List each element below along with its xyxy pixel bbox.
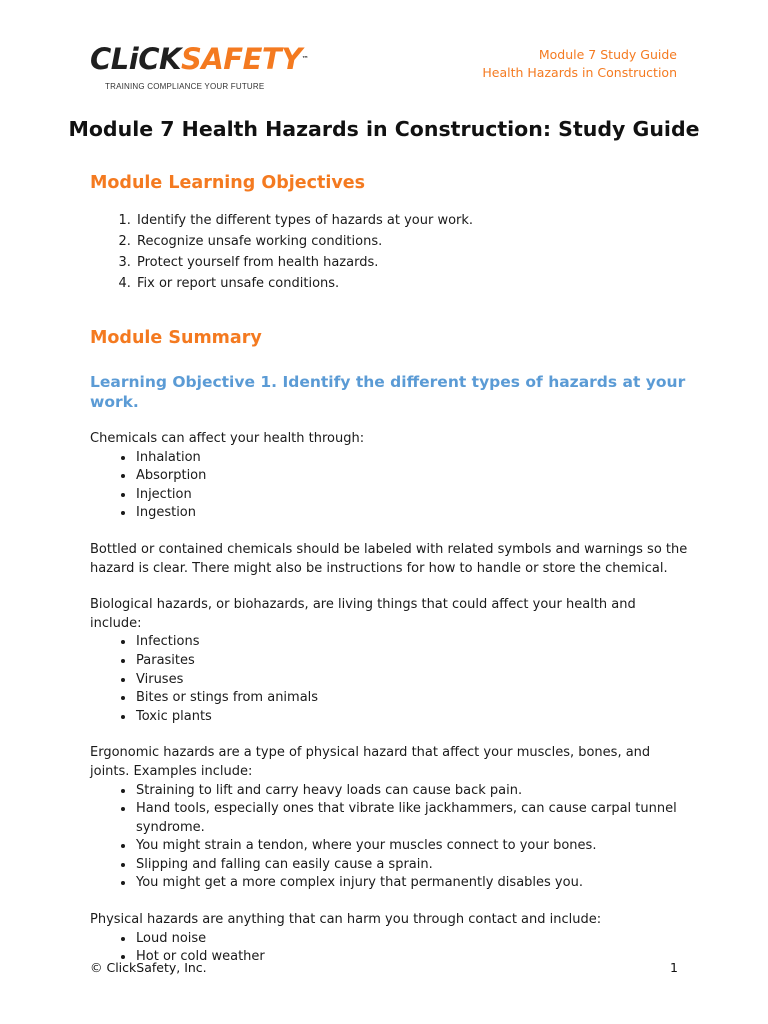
footer-copyright: © ClickSafety, Inc. xyxy=(90,960,207,975)
list-item: • Infections xyxy=(135,633,690,652)
list-item: • Straining to lift and carry heavy loads can cause back pain. xyxy=(135,782,690,801)
chemicals-intro: Chemicals can affect your health through: xyxy=(90,431,365,446)
list-item: • Viruses xyxy=(135,671,690,690)
objectives-heading: Module Learning Objectives xyxy=(90,173,366,193)
list-item: • You might strain a tendon, where your muscles connect to your bones. xyxy=(135,837,690,856)
chemicals-list xyxy=(90,449,690,523)
list-item: • Bites or stings from animals xyxy=(135,689,690,708)
objective1-heading: Learning Objective 1. Identify the different types of hazards at your work. xyxy=(90,373,686,411)
header-module-info xyxy=(482,46,677,82)
logo-safety-text: SAFETY xyxy=(180,42,302,76)
objective-item: 4. Fix or report unsafe conditions. xyxy=(135,273,690,294)
list-item: • You might get a more complex injury that permanently disables you. xyxy=(135,874,690,893)
list-item: • Parasites xyxy=(135,652,690,671)
bio-intro: Biological hazards, or biohazards, are living things that could affect your health and include: xyxy=(90,597,636,631)
objective-item: 1. Identify the different types of hazards at your work. xyxy=(135,210,690,231)
summary-heading: Module Summary xyxy=(90,328,262,348)
header-module-topic: Health Hazards in Construction xyxy=(482,65,677,80)
list-item: • Loud noise xyxy=(135,930,690,949)
objective-item: 2. Recognize unsafe working conditions. xyxy=(135,231,690,252)
list-item: • Hot or cold weather xyxy=(135,948,690,967)
clicksafety-logo xyxy=(90,42,309,94)
objectives-list xyxy=(90,210,690,294)
list-item: • Absorption xyxy=(135,467,690,486)
list-item: • Slipping and falling can easily cause a sprain. xyxy=(135,856,690,875)
objective-item: 3. Protect yourself from health hazards. xyxy=(135,252,690,273)
list-item: • Toxic plants xyxy=(135,708,690,727)
document-body xyxy=(90,172,690,967)
bottled-paragraph: Bottled or contained chemicals should be labeled with related symbols and warnings so the hazard is clear. There might also be instructions for how to handle or store the chemical. xyxy=(90,541,688,576)
logo-tagline: TRAINING COMPLIANCE YOUR FUTURE xyxy=(105,82,265,91)
physical-intro: Physical hazards are anything that can harm you through contact and include: xyxy=(90,912,602,928)
list-item: • Hand tools, especially ones that vibrate like jackhammers, can cause carpal tunnel syndrome. xyxy=(135,800,690,837)
list-item: • Ingestion xyxy=(135,504,690,523)
logo-wordmark xyxy=(90,42,309,76)
ergo-list xyxy=(90,782,690,894)
page-title: Module 7 Health Hazards in Construction: Study Guide xyxy=(68,117,700,141)
list-item: • Inhalation xyxy=(135,449,690,468)
ergo-intro: Ergonomic hazards are a type of physical hazard that affect your muscles, bones, and joints. Examples include: xyxy=(90,745,651,779)
bio-list xyxy=(90,633,690,726)
header-module-label: Module 7 Study Guide xyxy=(538,47,677,62)
page-number: 1 xyxy=(670,960,678,975)
logo-click-text: CLiCK xyxy=(90,42,181,76)
logo-trademark: ™ xyxy=(301,55,309,63)
list-item: • Injection xyxy=(135,486,690,505)
